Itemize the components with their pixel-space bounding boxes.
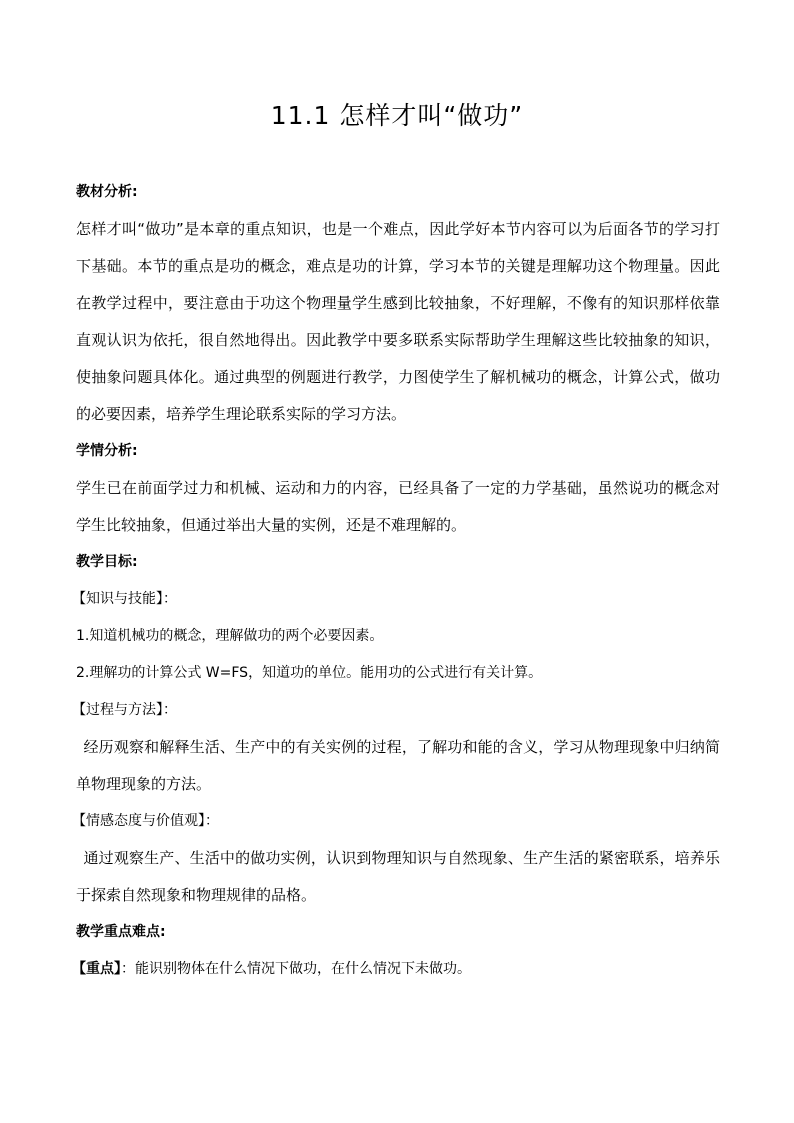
process-method-label: 【过程与方法】： — [72, 702, 177, 718]
document-content — [72, 174, 720, 988]
student-analysis-body: 学生已在前面学过力和机械、运动和力的内容，已经具备了一定的力学基础，虽然说功的概念对学生比较抽象，但通过举出大量的实例，还是不难理解的。 — [76, 479, 720, 534]
emotion-values-label: 【情感态度与价值观】： — [72, 813, 219, 829]
key-points-heading: 教学重点难点: — [76, 924, 166, 940]
teaching-goals-heading: 教学目标: — [76, 554, 138, 570]
emotion-values-body: 通过观察生产、生活中的做功实例，认识到物理知识与自然现象、生产生活的紧密联系，培养乐于探索自然现象和物理规律的品格。 — [76, 849, 720, 904]
textbook-analysis-heading: 教材分析: — [76, 184, 138, 200]
student-analysis-heading: 学情分析: — [76, 443, 138, 459]
key-point-body: ：能识别物体在什么情况下做功，在什么情况下未做功。 — [121, 961, 471, 977]
knowledge-item-1: 1.知道机械功的概念，理解做功的两个必要因素。 — [76, 628, 384, 644]
page-title: 11.1 怎样才叫“做功” — [270, 101, 524, 130]
knowledge-skills-label: 【知识与技能】： — [72, 591, 177, 607]
textbook-analysis-body: 怎样才叫“做功”是本章的重点知识，也是一个难点，因此学好本节内容可以为后面各节的学习打下基础。本节的重点是功的概念，难点是功的计算，学习本节的关键是理解功这个物理量。因此在教学过程中，要注意由于功这个物理量学生感到比较抽象，不好理解，不像有的知识那样依靠直观认识为依托，很自然地得出。因此教学中要多联系实际帮助学生理解这些比较抽象的知识，使抽象问题具体化。通过典型的例题进行教学，力图使学生了解机械功的概念，计算公式，做功的必要因素，培养学生理论联系实际的学习方法。 — [76, 220, 720, 423]
knowledge-item-2: 2.理解功的计算公式 W=FS，知道功的单位。能用功的公式进行有关计算。 — [76, 665, 543, 681]
key-point-label: 【重点】 — [72, 961, 121, 977]
process-method-body: 经历观察和解释生活、生产中的有关实例的过程，了解功和能的含义，学习从物理现象中归纳简单物理现象的方法。 — [76, 738, 720, 793]
key-point-line — [72, 951, 720, 988]
